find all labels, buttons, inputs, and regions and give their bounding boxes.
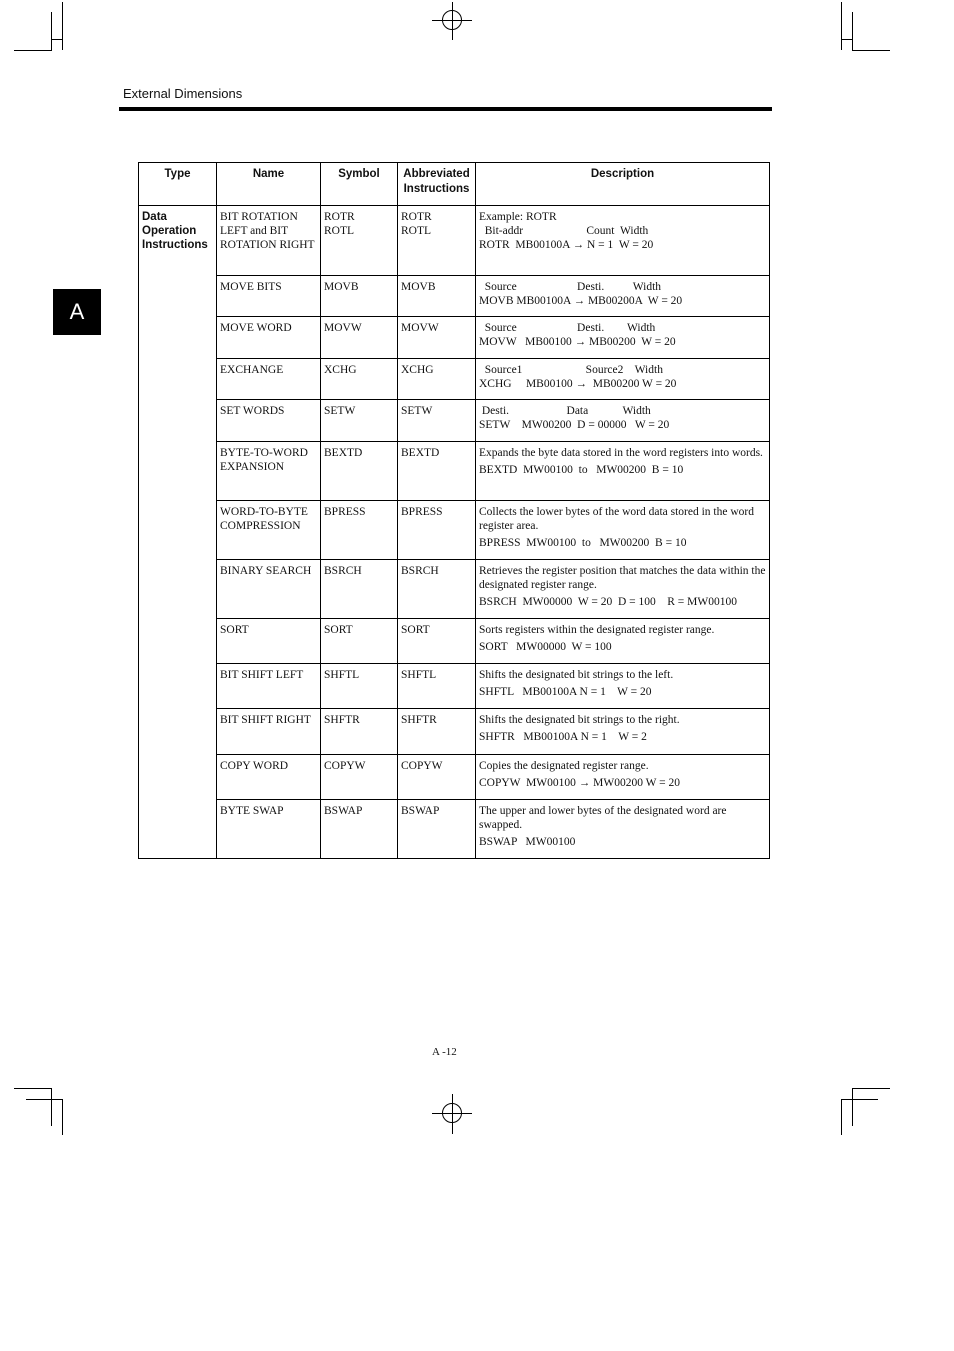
description-example-line: Example: ROTR bbox=[479, 211, 557, 223]
section-title: External Dimensions bbox=[123, 86, 243, 101]
instruction-name: BIT SHIFT RIGHT bbox=[217, 709, 321, 755]
table-row bbox=[139, 400, 770, 442]
description-text: Expands the byte data stored in the word registers into words. bbox=[479, 447, 763, 459]
description-example-line: SETW MW00200 D = 00000 W = 20 bbox=[479, 419, 670, 431]
description-example-line: BEXTD MW00100 to MW00200 B = 10 bbox=[479, 464, 684, 476]
instruction-symbol: COPYW bbox=[321, 755, 398, 800]
instruction-description bbox=[476, 501, 770, 560]
instruction-symbol: SETW bbox=[321, 400, 398, 442]
header-symbol: Symbol bbox=[321, 163, 398, 206]
header-rule bbox=[119, 107, 772, 111]
instruction-name: MOVE WORD bbox=[217, 317, 321, 359]
instruction-abbreviation: MOVB bbox=[398, 276, 476, 317]
instruction-description bbox=[476, 800, 770, 859]
table-row bbox=[139, 709, 770, 755]
instruction-symbol: SORT bbox=[321, 619, 398, 664]
description-example-line: Source Desti. Width bbox=[479, 281, 662, 293]
table-row bbox=[139, 206, 770, 276]
table-row bbox=[139, 359, 770, 400]
instruction-description bbox=[476, 619, 770, 664]
instruction-abbreviation: COPYW bbox=[398, 755, 476, 800]
description-example-line: Bit-addr Count Width bbox=[479, 225, 649, 237]
table-row bbox=[139, 317, 770, 359]
description-example-line: BPRESS MW00100 to MW00200 B = 10 bbox=[479, 537, 687, 549]
description-example-line: Source1 Source2 Width bbox=[479, 364, 663, 376]
instruction-description bbox=[476, 400, 770, 442]
description-example-line: XCHG MB00100 → MB00200 W = 20 bbox=[479, 378, 677, 390]
description-example-line: COPYW MW00100 → MW00200 W = 20 bbox=[479, 777, 681, 789]
table-row bbox=[139, 501, 770, 560]
table-row bbox=[139, 800, 770, 859]
type-cell: Data Operation Instructions bbox=[139, 206, 217, 859]
description-text: Shifts the designated bit strings to the left. bbox=[479, 669, 674, 681]
instruction-name: WORD-TO-BYTE COMPRESSION bbox=[217, 501, 321, 560]
table-row bbox=[139, 664, 770, 709]
description-example-line: Source Desti. Width bbox=[479, 322, 656, 334]
header-description: Description bbox=[476, 163, 770, 206]
instruction-symbol: MOVW bbox=[321, 317, 398, 359]
instruction-abbreviation: SHFTR bbox=[398, 709, 476, 755]
table-row bbox=[139, 560, 770, 619]
description-text: Collects the lower bytes of the word data stored in the word register area. bbox=[479, 506, 754, 532]
header-name: Name bbox=[217, 163, 321, 206]
appendix-tab: A bbox=[53, 289, 101, 335]
description-example-line: SORT MW00000 W = 100 bbox=[479, 641, 612, 653]
description-example-line: Desti. Data Width bbox=[479, 405, 651, 417]
instruction-description bbox=[476, 442, 770, 501]
instruction-name: EXCHANGE bbox=[217, 359, 321, 400]
table-row bbox=[139, 276, 770, 317]
instruction-name: SORT bbox=[217, 619, 321, 664]
instruction-symbol: SHFTR bbox=[321, 709, 398, 755]
description-example-line: MOVW MB00100 → MB00200 W = 20 bbox=[479, 336, 676, 348]
instruction-description bbox=[476, 755, 770, 800]
instruction-name: BIT ROTATION LEFT and BIT ROTATION RIGHT bbox=[217, 206, 321, 276]
instruction-abbreviation: BPRESS bbox=[398, 501, 476, 560]
instruction-name: SET WORDS bbox=[217, 400, 321, 442]
instruction-description bbox=[476, 276, 770, 317]
description-text: Retrieves the register position that matches the data within the designated register range. bbox=[479, 565, 766, 591]
instruction-symbol: BSWAP bbox=[321, 800, 398, 859]
instruction-table bbox=[138, 162, 770, 859]
instruction-symbol: MOVB bbox=[321, 276, 398, 317]
instruction-name: BYTE-TO-WORD EXPANSION bbox=[217, 442, 321, 501]
table-row bbox=[139, 755, 770, 800]
instruction-name: BINARY SEARCH bbox=[217, 560, 321, 619]
description-example-line: SHFTL MB00100A N = 1 W = 20 bbox=[479, 686, 652, 698]
instruction-name: BIT SHIFT LEFT bbox=[217, 664, 321, 709]
page-number: A -12 bbox=[432, 1046, 457, 1058]
table-header-row bbox=[139, 163, 770, 206]
instruction-symbol: BPRESS bbox=[321, 501, 398, 560]
instruction-symbol: SHFTL bbox=[321, 664, 398, 709]
instruction-abbreviation: SETW bbox=[398, 400, 476, 442]
instruction-symbol: BEXTD bbox=[321, 442, 398, 501]
instruction-abbreviation: XCHG bbox=[398, 359, 476, 400]
header-type: Type bbox=[139, 163, 217, 206]
instruction-description bbox=[476, 709, 770, 755]
description-text: Shifts the designated bit strings to the right. bbox=[479, 714, 680, 726]
description-example-line: SHFTR MB00100A N = 1 W = 2 bbox=[479, 731, 647, 743]
table-row bbox=[139, 619, 770, 664]
description-text: The upper and lower bytes of the designated word are swapped. bbox=[479, 805, 727, 831]
description-example-line: ROTR MB00100A → N = 1 W = 20 bbox=[479, 239, 654, 251]
instruction-abbreviation: SORT bbox=[398, 619, 476, 664]
instruction-description bbox=[476, 206, 770, 276]
instruction-abbreviation: BEXTD bbox=[398, 442, 476, 501]
instruction-name: MOVE BITS bbox=[217, 276, 321, 317]
description-example-line: BSWAP MW00100 bbox=[479, 836, 576, 848]
instruction-symbol: ROTR ROTL bbox=[321, 206, 398, 276]
description-text: Sorts registers within the designated register range. bbox=[479, 624, 715, 636]
instruction-abbreviation: ROTR ROTL bbox=[398, 206, 476, 276]
description-example-line: BSRCH MW00000 W = 20 D = 100 R = MW00100 bbox=[479, 596, 737, 608]
instruction-name: BYTE SWAP bbox=[217, 800, 321, 859]
table-row bbox=[139, 442, 770, 501]
description-text: Copies the designated register range. bbox=[479, 760, 649, 772]
instruction-abbreviation: SHFTL bbox=[398, 664, 476, 709]
description-example-line: MOVB MB00100A → MB00200A W = 20 bbox=[479, 295, 683, 307]
instruction-symbol: XCHG bbox=[321, 359, 398, 400]
instruction-symbol: BSRCH bbox=[321, 560, 398, 619]
instruction-description bbox=[476, 560, 770, 619]
instruction-description bbox=[476, 359, 770, 400]
instruction-description bbox=[476, 317, 770, 359]
instruction-abbreviation: MOVW bbox=[398, 317, 476, 359]
instruction-abbreviation: BSRCH bbox=[398, 560, 476, 619]
instruction-abbreviation: BSWAP bbox=[398, 800, 476, 859]
header-abbreviated-instructions: Abbreviated Instructions bbox=[398, 163, 476, 206]
instruction-name: COPY WORD bbox=[217, 755, 321, 800]
instruction-description bbox=[476, 664, 770, 709]
